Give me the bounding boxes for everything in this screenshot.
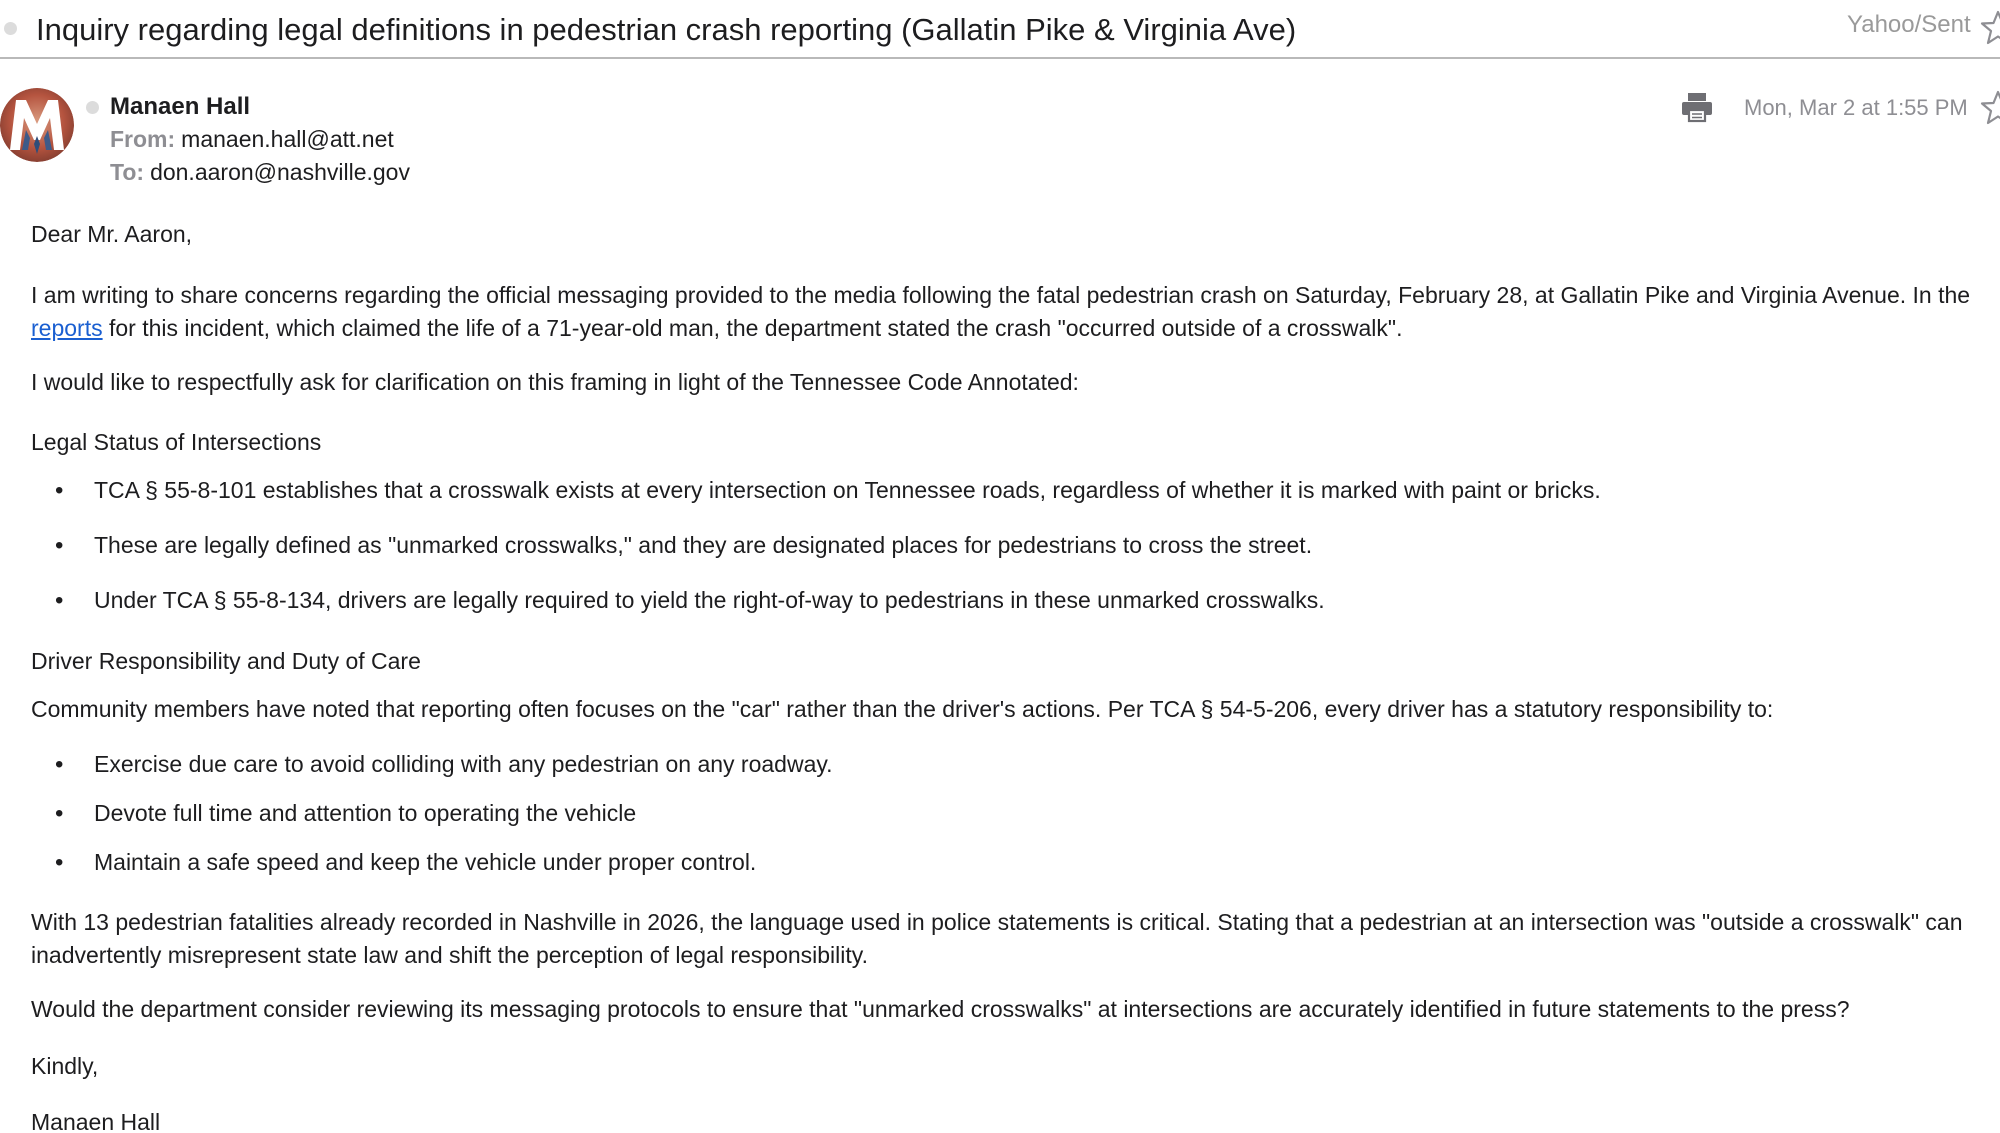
list-item: • Exercise due care to avoid colliding with any pedestrian on any roadway. [31, 748, 1986, 797]
to-line [110, 159, 410, 186]
subject-bar [0, 0, 2000, 59]
signature: Manaen Hall [31, 1109, 161, 1133]
sender-name[interactable]: Manaen Hall [110, 93, 251, 120]
list-item: • Devote full time and attention to operating the vehicle [31, 797, 1986, 846]
list-item: • Maintain a safe speed and keep the vehicle under proper control. [31, 846, 1986, 895]
community-paragraph: Community members have noted that reporting often focuses on the "car" rather than the driver's actions. Per TCA § 54-5-206, every driver has a statutory responsibility to: [31, 696, 1774, 722]
greeting: Dear Mr. Aaron, [31, 221, 193, 247]
question-paragraph: Would the department consider reviewing its messaging protocols to ensure that "unmarked crosswalks" at intersections are accurately identified in future statements to the press? [31, 996, 1850, 1022]
folder-label[interactable]: Yahoo/Sent [1847, 11, 1971, 38]
presence-dot [86, 101, 99, 114]
printer-icon[interactable] [1680, 90, 1714, 124]
legal-heading: Legal Status of Intersections [31, 429, 322, 455]
driver-heading: Driver Responsibility and Duty of Care [31, 648, 421, 674]
from-line [110, 126, 394, 153]
to-address[interactable]: don.aaron@nashville.gov [150, 159, 410, 185]
to-label: To: [110, 159, 145, 185]
closing: Kindly, [31, 1053, 99, 1079]
legal-list [31, 474, 1986, 639]
sender-avatar[interactable] [0, 88, 74, 162]
message-star-icon[interactable] [1978, 88, 2000, 128]
unread-dot [4, 22, 17, 35]
from-address[interactable]: manaen.hall@att.net [181, 126, 394, 152]
message-date: Mon, Mar 2 at 1:55 PM [1744, 95, 1968, 120]
list-item: • Under TCA § 55-8-134, drivers are legally required to yield the right-of-way to pedestrians in these unmarked crosswalks. [31, 584, 1986, 639]
ask-paragraph: I would like to respectfully ask for clarification on this framing in light of the Tennessee Code Annotated: [31, 369, 1079, 395]
reports-link[interactable]: reports [31, 315, 103, 341]
intro-text-2: for this incident, which claimed the life of a 71-year-old man, the department stated the crash "occurred outside of a crosswalk". [102, 315, 1403, 341]
email-subject: Inquiry regarding legal definitions in pedestrian crash reporting (Gallatin Pike & Virginia Ave) [36, 12, 1297, 47]
intro-paragraph [31, 279, 1986, 345]
driver-list [31, 748, 1986, 895]
from-label: From: [110, 126, 176, 152]
list-item: • TCA § 55-8-101 establishes that a crosswalk exists at every intersection on Tennessee roads, regardless of whether it is marked with paint or bricks. [31, 474, 1986, 529]
star-icon[interactable] [1978, 8, 2000, 48]
intro-text-1: I am writing to share concerns regarding the official messaging provided to the media following the fatal pedestrian crash on Saturday, February 28, at Gallatin Pike and Virginia Avenue. In the [31, 282, 1971, 308]
list-item: • These are legally defined as "unmarked crosswalks," and they are designated places for pedestrians to cross the street. [31, 529, 1986, 584]
fatalities-paragraph: With 13 pedestrian fatalities already recorded in Nashville in 2026, the language used in police statements is critical. Stating that a pedestrian at an intersection was "outside a crosswalk" can inadvertently misrepresent state law and shift the perception of legal responsibility. [31, 909, 1963, 968]
